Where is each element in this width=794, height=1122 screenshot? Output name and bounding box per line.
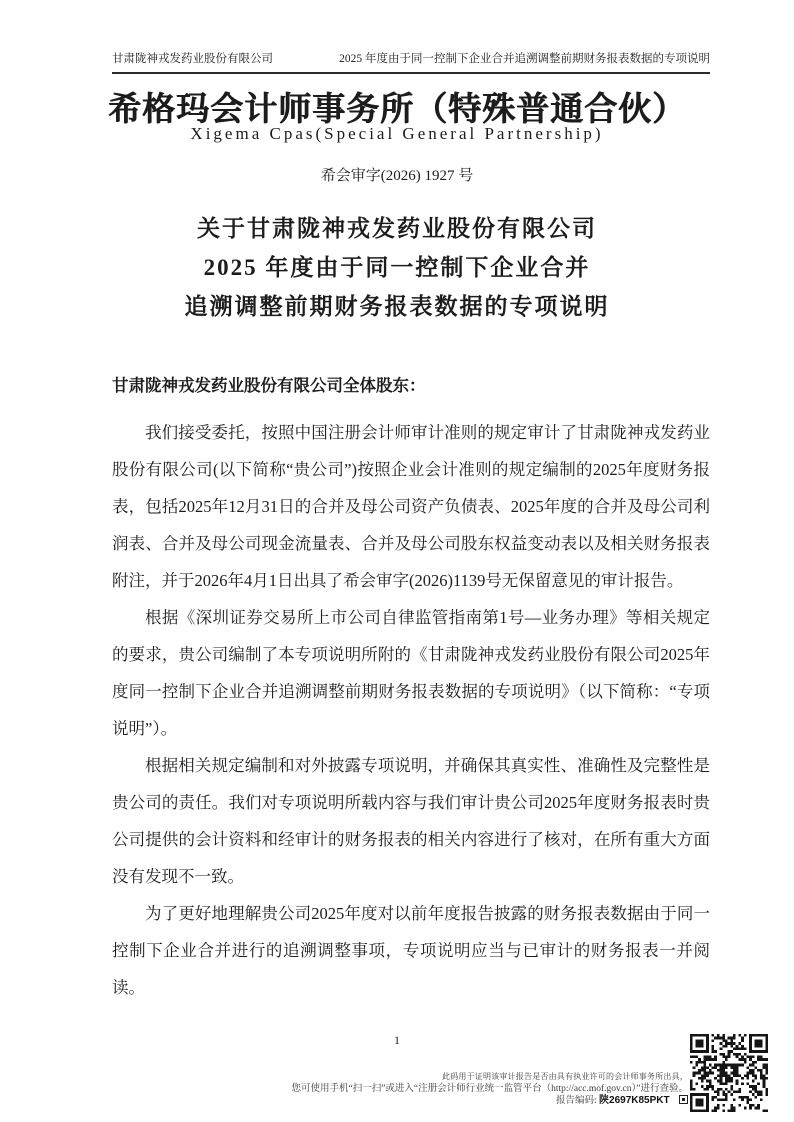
body-text: [112, 414, 710, 1006]
document-number: 希会审字(2026) 1927 号: [320, 168, 474, 184]
small-square-icon: [679, 1095, 688, 1104]
main-title-line-1: 关于甘肃陇神戎发药业股份有限公司: [197, 216, 597, 241]
report-code-line: [218, 1095, 688, 1107]
main-title: [0, 209, 794, 326]
page-header: [112, 52, 710, 74]
verification-qr-code-icon: [690, 1034, 768, 1112]
letterhead-firm-name: 希格玛会计师事务所（特殊普通合伙）: [108, 92, 686, 128]
letterhead-firm-name-english: Xigema Cpas(Special General Partnership): [190, 124, 604, 143]
body-paragraph: 根据相关规定编制和对外披露专项说明，并确保其真实性、准确性及完整性是贵公司的责任。我们对专项说明所载内容与我们审计贵公司2025年度财务报表时贵公司提供的会计资料和经审计的财务报表的相关内容进行了核对，在所有重大方面没有发现不一致。: [112, 756, 710, 886]
report-code-value: 陕2697K85PKT: [599, 1095, 670, 1106]
header-company-name: 甘肃陇神戎发药业股份有限公司: [112, 53, 273, 65]
report-code-label: 报告编码:: [556, 1096, 597, 1106]
verification-note: [218, 1071, 688, 1107]
page-number: 1: [394, 1033, 400, 1047]
body-paragraph: 根据《深圳证券交易所上市公司自律监管指南第1号—业务办理》等相关规定的要求，贵公司编制了本专项说明所附的《甘肃陇神戎发药业股份有限公司2025年度同一控制下企业合并追溯调整前期财务报表数据的专项说明》（以下简称：“专项说明”）。: [112, 608, 710, 738]
salutation: 甘肃陇神戎发药业股份有限公司全体股东：: [112, 376, 426, 395]
main-title-line-3: 追溯调整前期财务报表数据的专项说明: [184, 294, 610, 319]
body-paragraph: 为了更好地理解贵公司2025年度对以前年度报告披露的财务报表数据由于同一控制下企业合并进行的追溯调整事项，专项说明应当与已审计的财务报表一并阅读。: [112, 904, 710, 997]
main-title-line-2: 2025 年度由于同一控制下企业合并: [203, 255, 591, 280]
verification-note-line-1: 此码用于证明该审计报告是否由具有执业许可的会计师事务所出具，: [442, 1072, 688, 1081]
verification-note-line-2: 您可使用手机“扫一扫”或进入“注册会计师行业统一监管平台（http://acc.mof.gov.cn）”进行查验。: [291, 1084, 688, 1094]
header-doc-title: 2025 年度由于同一控制下企业合并追溯调整前期财务报表数据的专项说明: [339, 53, 710, 65]
body-paragraph: 我们接受委托，按照中国注册会计师审计准则的规定审计了甘肃陇神戎发药业股份有限公司(以下简称“贵公司”)按照企业会计准则的规定编制的2025年度财务报表，包括2025年12月31日的合并及母公司资产负债表、2025年度的合并及母公司利润表、合并及母公司现金流量表、合并及母公司股东权益变动表以及相关财务报表附注，并于2026年4月1日出具了希会审字(2026)1139号无保留意见的审计报告。: [112, 423, 710, 590]
